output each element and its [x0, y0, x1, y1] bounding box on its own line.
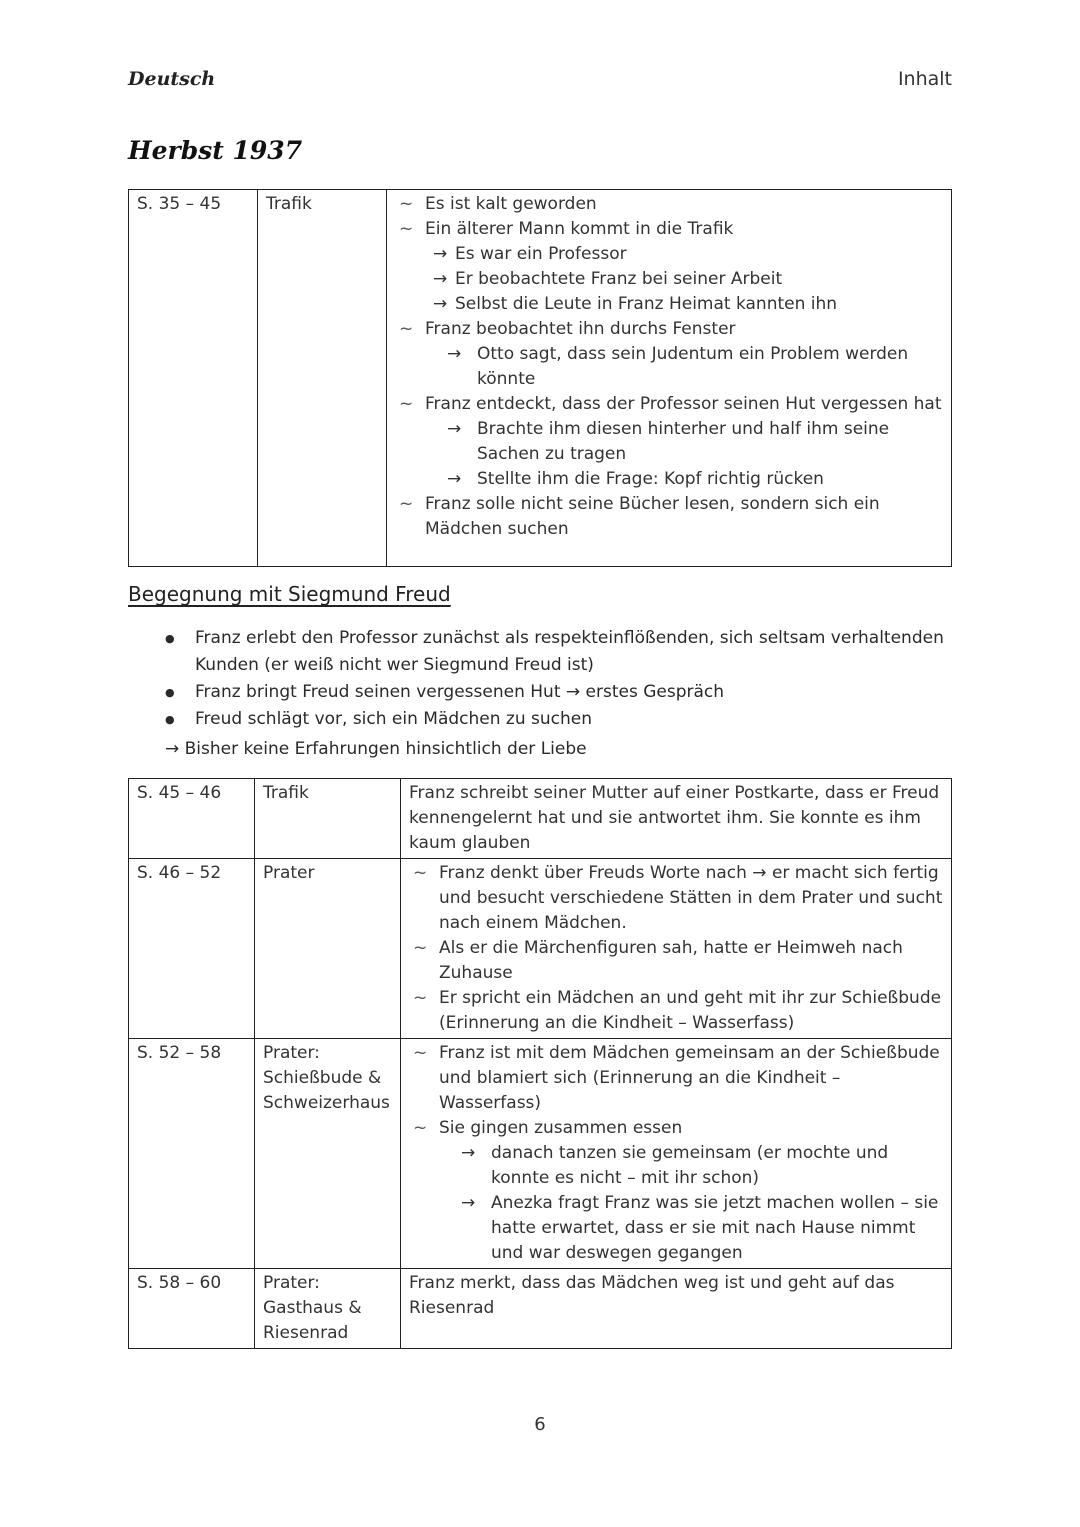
place-cell: Trafik	[258, 190, 387, 567]
encounter-note: → Bisher keine Erfahrungen hinsichtlich der Liebe	[165, 739, 587, 759]
page-number: 6	[534, 1414, 546, 1435]
list-item: ~ Er spricht ein Mädchen an und geht mit ihr zur Schießbude (Erinnerung an die Kindheit – Wasserfass)	[409, 986, 943, 1036]
page-title: Herbst 1937	[128, 136, 303, 165]
list-item: → Es war ein Professor	[433, 242, 943, 267]
list-item: ~ Franz ist mit dem Mädchen gemeinsam an der Schießbude und blamiert sich (Erinnerung an die Kindheit – Wasserfass)	[409, 1041, 943, 1116]
list-item: ~ Ein älterer Mann kommt in die Trafik → Es war ein Professor → Er beobachtete Franz bei seiner Arbeit → Selbst die Leute in Franz Heimat kannten ihn	[395, 217, 943, 317]
section-heading: Begegnung mit Siegmund Freud	[128, 582, 451, 606]
place-cell: Prater: Schießbude & Schweizerhaus	[255, 1039, 401, 1269]
list-item: → Stellte ihm die Frage: Kopf richtig rücken	[447, 467, 943, 492]
list-item: ● Franz bringt Freud seinen vergessenen Hut → erstes Gespräch	[165, 679, 965, 706]
chapter-table-1	[128, 189, 952, 567]
pages-cell: S. 45 – 46	[129, 779, 255, 859]
table-row	[129, 1039, 952, 1269]
list-item: ~ Es ist kalt geworden	[395, 192, 943, 217]
place-cell: Prater	[255, 859, 401, 1039]
list-item: → Anezka fragt Franz was sie jetzt machen wollen – sie hatte erwartet, dass er sie mit nach Hause nimmt und war deswegen gegangen	[461, 1191, 943, 1266]
list-item: ● Freud schlägt vor, sich ein Mädchen zu suchen	[165, 706, 965, 733]
subject-label: Deutsch	[128, 68, 216, 90]
list-item: ~ Franz solle nicht seine Bücher lesen, sondern sich ein Mädchen suchen	[395, 492, 943, 542]
summary-cell	[401, 1039, 952, 1269]
table-row	[129, 190, 952, 567]
summary-cell: Franz merkt, dass das Mädchen weg ist und geht auf das Riesenrad	[401, 1269, 952, 1349]
table-row	[129, 859, 952, 1039]
place-cell: Trafik	[255, 779, 401, 859]
list-item: ~ Als er die Märchenfiguren sah, hatte er Heimweh nach Zuhause	[409, 936, 943, 986]
table-row	[129, 1269, 952, 1349]
list-item: ~ Franz denkt über Freuds Worte nach → er macht sich fertig und besucht verschiedene Stätten in dem Prater und sucht nach einem Mädchen.	[409, 861, 943, 936]
list-item: ~ Franz beobachtet ihn durchs Fenster → Otto sagt, dass sein Judentum ein Problem werden könnte	[395, 317, 943, 392]
list-item: ~ Franz entdeckt, dass der Professor seinen Hut vergessen hat → Brachte ihm diesen hinterher und half ihm seine Sachen zu tragen → Stellte ihm die Frage: Kopf richtig rücken	[395, 392, 943, 492]
pages-cell: S. 46 – 52	[129, 859, 255, 1039]
list-item: ~ Sie gingen zusammen essen → danach tanzen sie gemeinsam (er mochte und konnte es nicht – mit ihr schon) → Anezka fragt Franz was sie jetzt machen wollen – sie hatte erwartet, dass er sie mit nach Hause nimmt und war deswegen gegangen	[409, 1116, 943, 1266]
list-item: → Selbst die Leute in Franz Heimat kannten ihn	[433, 292, 943, 317]
summary-cell: Franz schreibt seiner Mutter auf einer Postkarte, dass er Freud kennengelernt hat und sie antwortet ihm. Sie konnte es ihm kaum glauben	[401, 779, 952, 859]
list-item: → Brachte ihm diesen hinterher und half ihm seine Sachen zu tragen	[447, 417, 943, 467]
pages-cell: S. 35 – 45	[129, 190, 258, 567]
pages-cell: S. 58 – 60	[129, 1269, 255, 1349]
chapter-table-2	[128, 778, 952, 1349]
place-cell: Prater: Gasthaus & Riesenrad	[255, 1269, 401, 1349]
summary-cell	[387, 190, 952, 567]
encounter-bullets	[165, 625, 965, 733]
list-item: ● Franz erlebt den Professor zunächst als respekteinflößenden, sich seltsam verhaltenden Kunden (er weiß nicht wer Siegmund Freud ist)	[165, 625, 965, 679]
table-row	[129, 779, 952, 859]
summary-cell	[401, 859, 952, 1039]
list-item: → Otto sagt, dass sein Judentum ein Problem werden könnte	[447, 342, 943, 392]
section-label: Inhalt	[897, 68, 952, 90]
list-item: → Er beobachtete Franz bei seiner Arbeit	[433, 267, 943, 292]
list-item: → danach tanzen sie gemeinsam (er mochte und konnte es nicht – mit ihr schon)	[461, 1141, 943, 1191]
pages-cell: S. 52 – 58	[129, 1039, 255, 1269]
